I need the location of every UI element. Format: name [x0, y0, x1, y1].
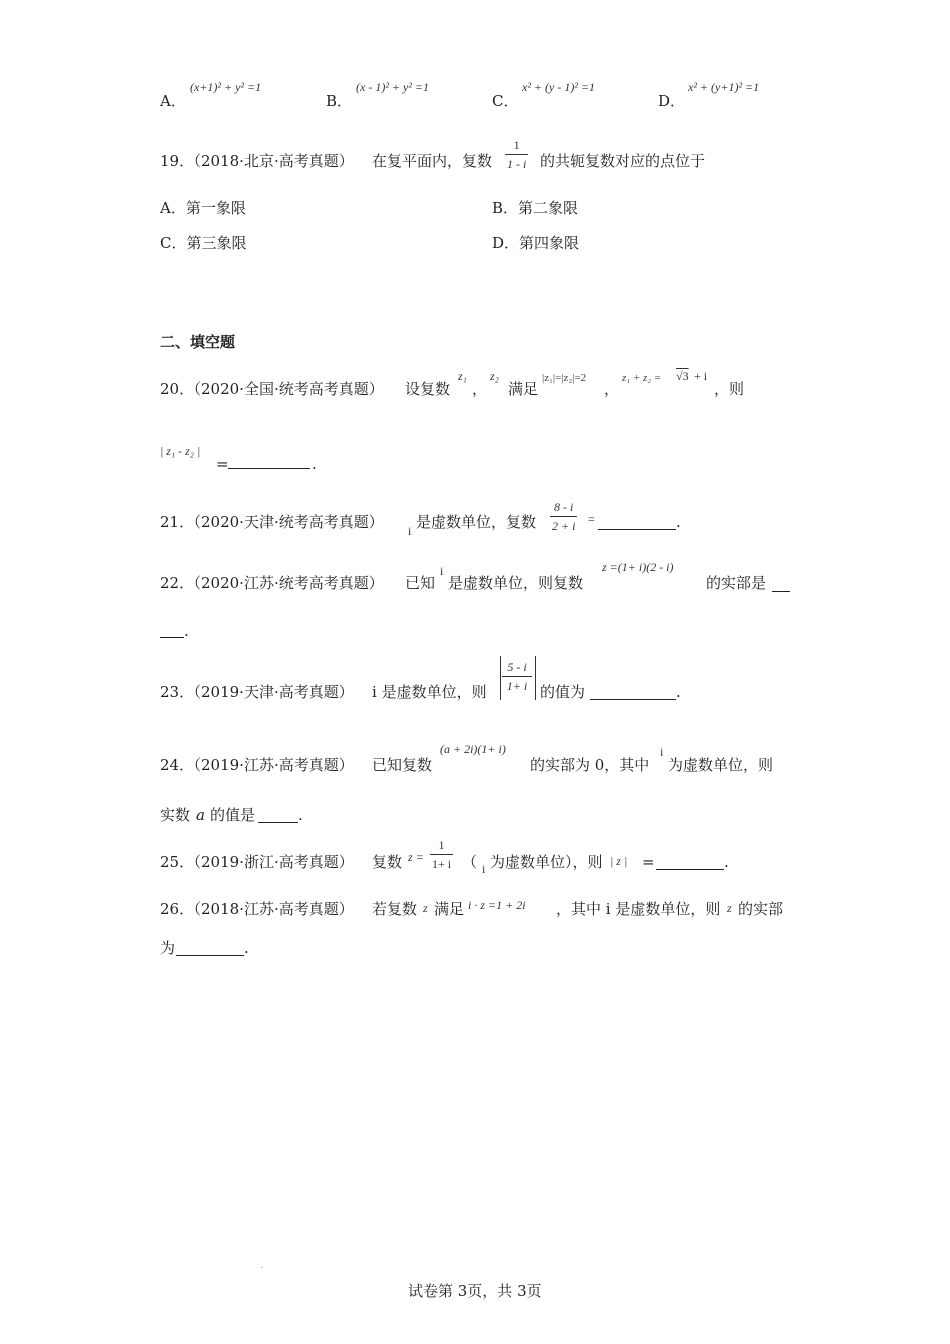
- q26-source: （2018·江苏·高考真题）: [186, 900, 354, 918]
- section-title: 二、填空题: [160, 333, 236, 351]
- footer-dot: ·: [260, 1262, 264, 1274]
- q25-frac-bar: [430, 854, 453, 855]
- q22-source: （2020·江苏·统考高考真题）: [186, 574, 384, 592]
- q22-number: 22．: [160, 574, 195, 592]
- q23-answer-blank[interactable]: [590, 698, 676, 700]
- q23-frac-bar: [502, 676, 532, 677]
- q24-period: .: [298, 806, 303, 824]
- q19-text-after: 的共轭复数对应的点位于: [540, 152, 706, 170]
- q22-text-1: 已知: [405, 574, 436, 592]
- q26-expr: i · z =1 + 2i: [468, 898, 526, 912]
- q22-period: .: [184, 622, 189, 640]
- page-footer: 试卷第 3页，共 3页: [408, 1282, 542, 1300]
- q25-frac-den: 1+ i: [432, 857, 452, 871]
- q26-period: .: [244, 939, 249, 957]
- q23-frac-num: 5 - i: [507, 660, 527, 674]
- q19-fraction: [505, 138, 528, 171]
- q24-text-2: 的实部为 0，其中: [530, 756, 650, 774]
- q21-equals: =: [588, 512, 595, 526]
- q25-fraction: [430, 838, 453, 871]
- q21-frac-num: 8 - i: [554, 500, 574, 514]
- q19-text-before: 在复平面内，复数: [372, 152, 493, 170]
- q20-answer-blank[interactable]: [228, 467, 310, 469]
- q26-text-3: ，其中 i 是虚数单位，则: [556, 900, 721, 918]
- q26-text-1: 若复数: [372, 900, 418, 918]
- q20-condition-2b: √3: [676, 369, 689, 383]
- q26-z-2: z: [727, 901, 732, 915]
- q19-option-c: C．第三象限: [160, 234, 247, 252]
- q21-i-symbol: i: [408, 524, 412, 538]
- q20-text-2: 满足: [508, 380, 539, 398]
- q26-number: 26．: [160, 900, 195, 918]
- q24-answer-blank[interactable]: [258, 821, 298, 823]
- q25-i-symbol: i: [482, 862, 486, 876]
- q19-frac-den: 1 - i: [507, 157, 527, 171]
- q21-number: 21．: [160, 513, 195, 531]
- q21-answer-blank[interactable]: [598, 528, 676, 530]
- q20-comma-1: ，: [472, 380, 488, 398]
- q23-text-1: i 是虚数单位，则: [372, 683, 487, 701]
- q22-answer-blank-2[interactable]: [160, 636, 184, 638]
- q18-option-a-expr: (x+1)² + y² =1: [190, 80, 262, 94]
- q20-z2: z₂: [490, 369, 499, 383]
- q20-condition-1: |z₁|=|z₂|=2: [542, 372, 587, 384]
- q24-text-3: 为虚数单位，则: [668, 756, 774, 774]
- q20-source: （2020·全国·统考高考真题）: [186, 380, 384, 398]
- q25-z-eq: z =: [408, 850, 424, 864]
- q22-expr: z =(1+ i)(2 - i): [602, 560, 674, 574]
- q18-option-d-expr: x² + (y+1)² =1: [688, 80, 760, 94]
- q25-paren-open: （: [462, 853, 478, 871]
- q25-period: .: [724, 853, 729, 871]
- q25-text-2: 为虚数单位），则: [490, 853, 603, 871]
- q25-source: （2019·浙江·高考真题）: [186, 853, 354, 871]
- q24-line2-text-a: 实数: [160, 806, 191, 824]
- q19-option-a: A．第一象限: [160, 199, 246, 217]
- q18-option-c-label: C．: [492, 92, 519, 110]
- q20-line2-expr: | z₁ - z₂ |: [160, 444, 201, 458]
- q20-text-1: 设复数: [405, 380, 451, 398]
- q18-option-d-label: D．: [658, 92, 686, 110]
- q24-number: 24．: [160, 756, 195, 774]
- q20-line2-eq: =: [216, 455, 229, 473]
- q18-option-b-expr: (x - 1)² + y² =1: [356, 80, 430, 94]
- q19-frac-num: 1: [513, 138, 520, 152]
- q18-option-c-expr: x² + (y - 1)² =1: [522, 80, 596, 94]
- q25-text-1: 复数: [372, 853, 403, 871]
- q24-source: （2019·江苏·高考真题）: [186, 756, 354, 774]
- q25-equals: =: [642, 853, 655, 871]
- q20-text-3: ，则: [714, 380, 745, 398]
- q20-condition-2a: z₁ + z₂ =: [622, 372, 662, 384]
- q26-z-1: z: [423, 901, 428, 915]
- q24-text-1: 已知复数: [372, 756, 433, 774]
- q24-line2-text-b: 的值是: [210, 806, 256, 824]
- q23-text-2: 的值为: [540, 683, 586, 701]
- q24-i-symbol: i: [660, 745, 664, 759]
- q25-number: 25．: [160, 853, 195, 871]
- q26-line2: 为: [160, 939, 176, 957]
- q18-option-b-label: B．: [326, 92, 353, 110]
- q23-number: 23．: [160, 683, 195, 701]
- q20-comma-2: ，: [604, 380, 620, 398]
- q21-frac-den: 2 + i: [552, 519, 576, 533]
- q19-source: （2018·北京·高考真题）: [186, 152, 354, 170]
- q25-frac-num: 1: [438, 838, 445, 852]
- q26-text-4: 的实部: [738, 900, 784, 918]
- q24-line2-var: a: [196, 806, 205, 824]
- q20-number: 20．: [160, 380, 195, 398]
- q22-answer-blank-1[interactable]: [772, 590, 790, 592]
- q23-period: .: [676, 683, 681, 701]
- q24-expr: (a + 2i)(1+ i): [440, 742, 506, 756]
- q21-frac-bar: [550, 516, 577, 517]
- q23-fraction: [502, 660, 532, 693]
- q21-fraction: [550, 500, 577, 533]
- q20-z1: z₁: [458, 369, 467, 383]
- q22-i-symbol: i: [440, 564, 444, 578]
- q19-number: 19．: [160, 152, 195, 170]
- q20-condition-2c: + i: [694, 369, 708, 383]
- q22-text-3: 的实部是: [706, 574, 767, 592]
- q19-option-d: D．第四象限: [492, 234, 580, 252]
- q22-text-2: 是虚数单位，则复数: [448, 574, 584, 592]
- q19-frac-bar: [505, 154, 528, 155]
- q26-text-2: 满足: [434, 900, 465, 918]
- q18-option-a-label: A．: [160, 92, 186, 110]
- q23-source: （2019·天津·高考真题）: [186, 683, 354, 701]
- q25-abs-z: | z |: [610, 854, 628, 868]
- q20-period: .: [312, 455, 317, 473]
- q21-text-1: 是虚数单位，复数: [416, 513, 537, 531]
- q25-answer-blank[interactable]: [656, 868, 724, 870]
- q26-answer-blank[interactable]: [176, 954, 244, 956]
- q21-source: （2020·天津·统考高考真题）: [186, 513, 384, 531]
- q23-frac-den: 1+ i: [506, 679, 528, 693]
- q19-option-b: B．第二象限: [492, 199, 579, 217]
- q21-period: .: [676, 513, 681, 531]
